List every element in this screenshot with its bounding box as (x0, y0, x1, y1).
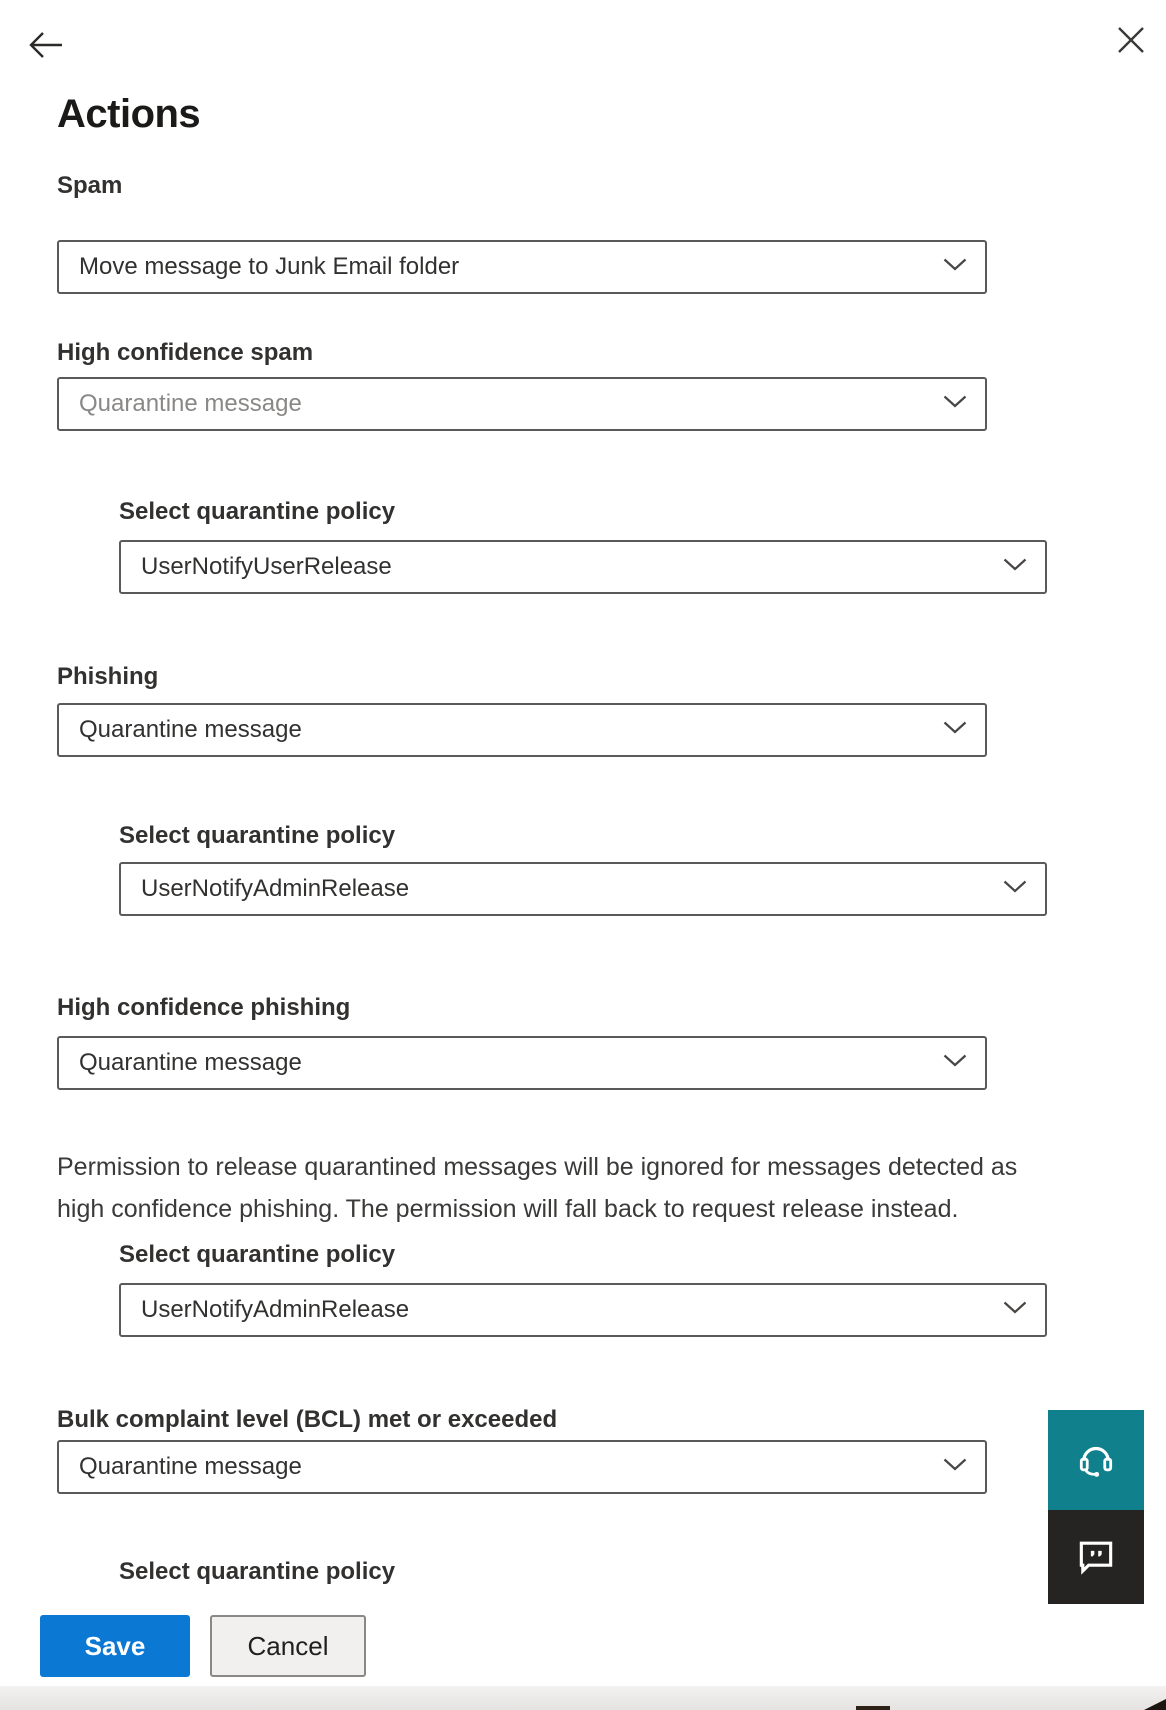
chevron-down-icon (1003, 1301, 1027, 1319)
spam-label: Spam (57, 172, 123, 199)
save-button[interactable]: Save (40, 1615, 190, 1677)
chevron-down-icon (1003, 880, 1027, 898)
quarantine-policy-dropdown-3[interactable] (119, 1283, 1047, 1337)
quarantine-policy-value-2: UserNotifyAdminRelease (141, 875, 410, 902)
quarantine-policy-label-2: Select quarantine policy (119, 822, 396, 849)
page-title: Actions (57, 92, 201, 136)
chevron-down-icon (943, 258, 967, 276)
feedback-bubble-icon (1074, 1534, 1118, 1581)
back-button[interactable] (26, 28, 66, 64)
bottom-strip (0, 1686, 1166, 1710)
high-confidence-phishing-dropdown[interactable] (57, 1036, 987, 1090)
chevron-down-icon (943, 1054, 967, 1072)
quarantine-policy-dropdown-1[interactable] (119, 540, 1047, 594)
spam-action-value: Move message to Junk Email folder (79, 253, 460, 280)
quarantine-policy-dropdown-2[interactable] (119, 862, 1047, 916)
quarantine-policy-value-1: UserNotifyUserRelease (141, 553, 392, 580)
feedback-button[interactable] (1048, 1510, 1144, 1604)
bcl-action-value: Quarantine message (79, 1453, 302, 1480)
bottom-artifact (856, 1706, 890, 1710)
phishing-action-dropdown[interactable] (57, 703, 987, 757)
support-button[interactable] (1048, 1410, 1144, 1510)
phishing-label: Phishing (57, 663, 159, 690)
cancel-button[interactable]: Cancel (210, 1615, 366, 1677)
high-confidence-phishing-value: Quarantine message (79, 1049, 302, 1076)
chevron-down-icon (943, 721, 967, 739)
phishing-action-value: Quarantine message (79, 716, 302, 743)
high-confidence-phishing-label: High confidence phishing (57, 994, 351, 1021)
chevron-down-icon (1003, 558, 1027, 576)
quarantine-policy-label-3: Select quarantine policy (119, 1241, 396, 1268)
hc-phishing-note: Permission to release quarantined messages will be ignored for messages detected as high confidence phishing. The permission will fall back to request release instead. (57, 1153, 1018, 1223)
spam-action-dropdown[interactable] (57, 240, 987, 294)
close-icon (1116, 43, 1146, 58)
chevron-down-icon (943, 1458, 967, 1476)
headset-icon (1075, 1438, 1117, 1483)
chevron-down-icon (943, 395, 967, 413)
high-confidence-spam-label: High confidence spam (57, 339, 314, 366)
quarantine-policy-label-4: Select quarantine policy (119, 1558, 396, 1585)
clipped-section (119, 1558, 539, 1585)
close-button[interactable] (1114, 24, 1148, 58)
bcl-action-dropdown[interactable] (57, 1440, 987, 1494)
high-confidence-spam-dropdown[interactable] (57, 377, 987, 431)
quarantine-policy-label-1: Select quarantine policy (119, 498, 396, 525)
back-arrow-icon (28, 48, 64, 63)
quarantine-policy-value-3: UserNotifyAdminRelease (141, 1296, 410, 1323)
high-confidence-spam-value: Quarantine message (79, 390, 302, 417)
bcl-label: Bulk complaint level (BCL) met or exceeded (57, 1406, 558, 1433)
